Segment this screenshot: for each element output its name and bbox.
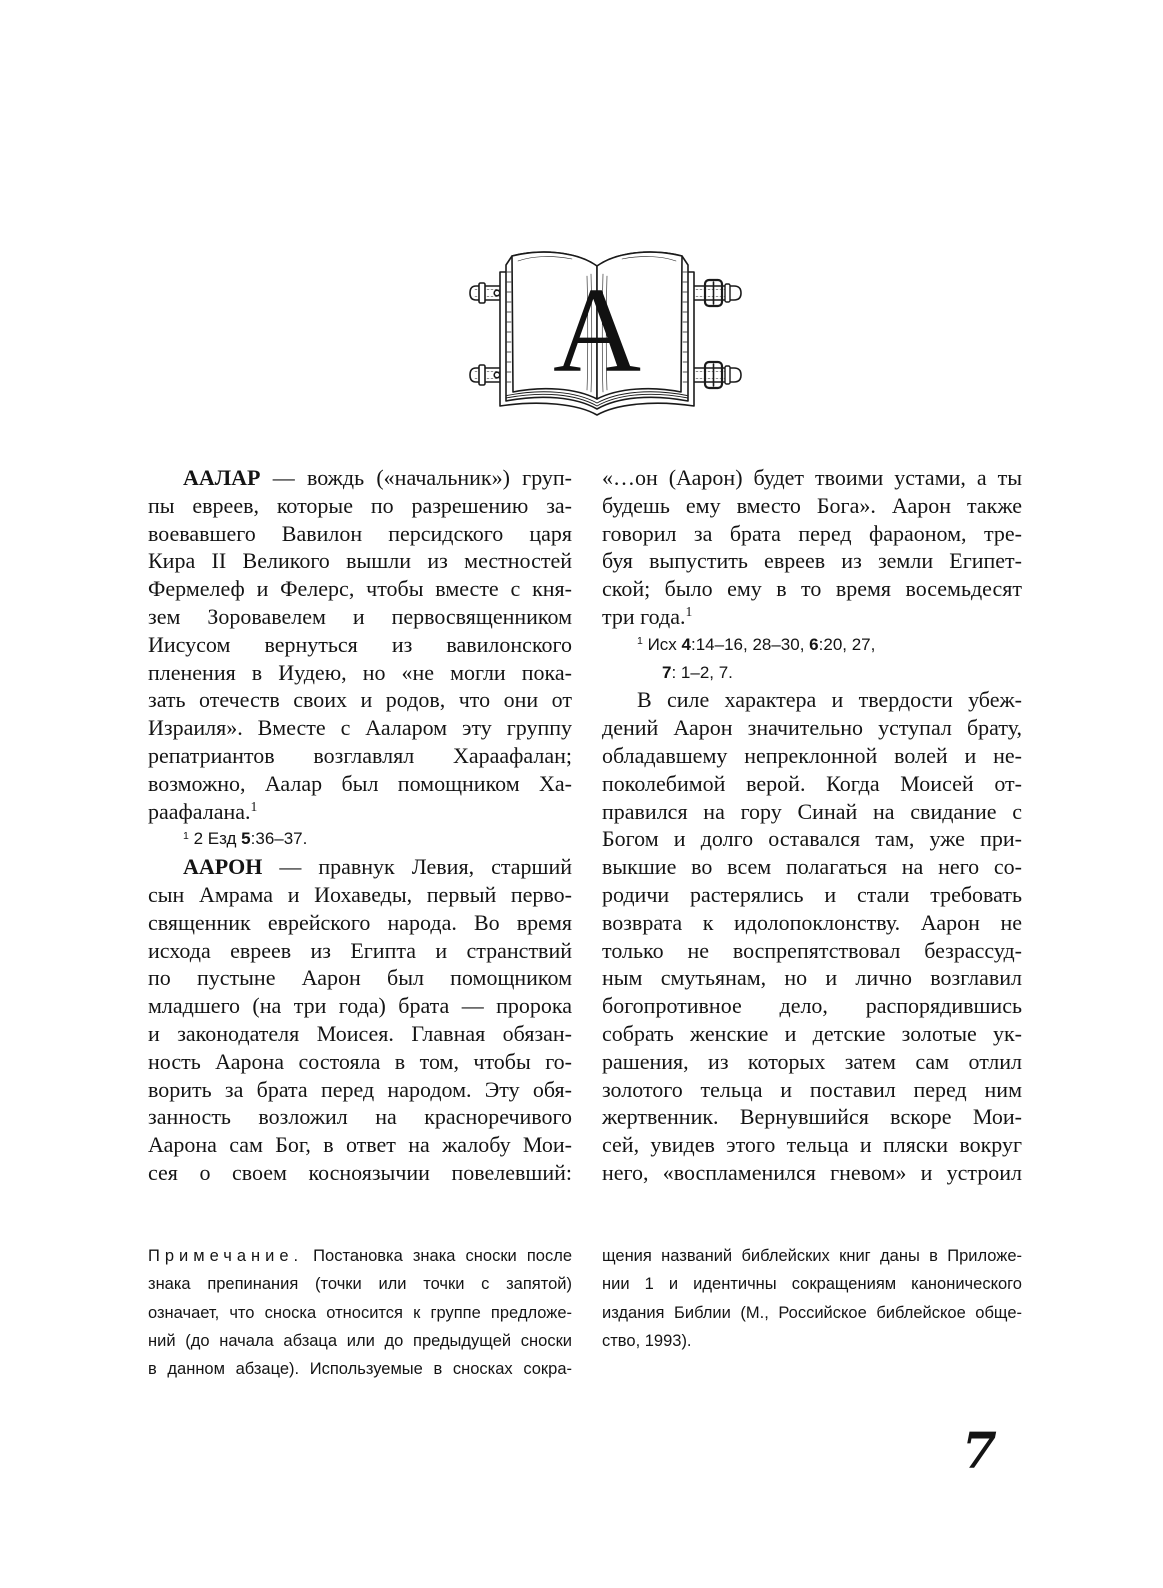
text-line [602,1048,1022,1076]
left-text-column [148,464,572,1187]
text-run: обладавшему непреклонной волей и не- [602,742,1022,768]
text-run: издания Библии (М., Российское библейское обще- [602,1303,1022,1322]
text-line [148,1020,572,1048]
text-run: пленения в Иудею, но «не могли пока- [148,659,572,685]
text-run: «…он (Аарон) будет твоими устами, а ты [602,465,1022,490]
text-line [602,686,1022,714]
text-run: дений Аарон значительно уступал брату, [602,715,1022,741]
text-run: — вождь («начальник») груп- [260,465,572,490]
text-line [148,1076,572,1104]
note-right-column [602,1242,1022,1355]
text-line [602,1103,1022,1131]
text-run: священник еврейского народа. Во время [148,909,572,935]
text-run: Аарона сам Бог, в ответ на жалобу Мои- [148,1132,572,1158]
text-line [602,464,1022,492]
text-run: :36–37. [250,829,308,849]
text-line [602,1076,1022,1104]
text-line [602,1020,1022,1048]
text-run: сей, увидев этого тельца и пляски вокруг [602,1132,1022,1158]
text-line [602,575,1022,603]
text-run: родичи растерялись и стали требовать [602,881,1022,907]
text-line [602,520,1022,548]
chapter-number: 4 [681,634,691,654]
text-line [148,853,572,881]
text-run: младшего (на три года) брата — пророка [148,993,572,1019]
text-run: Иисусом вернуться из вавилонского [148,631,572,657]
text-run: поколебимой верой. Когда Моисей от- [602,770,1022,796]
text-line [148,1355,572,1383]
text-line [602,798,1022,826]
text-run: означает, что сноска относится к группе предложе- [148,1303,572,1322]
text-run: только не воспрепятствовал безрассуд- [602,937,1022,963]
text-run: выкшие во всем полагаться на него со- [602,854,1022,880]
text-line [602,1159,1022,1187]
text-line [148,686,572,714]
text-line [148,1242,572,1270]
text-line [148,520,572,548]
text-line [148,742,572,770]
headword: ААРОН [183,854,263,880]
text-run: в данном абзаце). Используемые в сносках сокра- [148,1360,572,1379]
page-number: 7 [962,1421,997,1480]
text-run: богопротивное дело, распорядившись [602,993,1022,1019]
footnote-marker: 1 [250,799,258,815]
text-line [602,937,1022,965]
text-line [148,464,572,492]
text-line [602,853,1022,881]
text-run: буя выпустить евреев из земли Египет- [602,548,1022,574]
text-run: ство, 1993). [602,1331,692,1350]
headword: ААЛАР [183,465,261,490]
text-run: зем Зоровавелем и первосвященником [148,603,572,629]
book-illustration [460,238,750,418]
text-run: сын Амрама и Иохаведы, первый перво- [148,881,572,907]
note-label: Примечание. [148,1247,304,1265]
text-run: сея о своем косноязычии повелевший: [148,1159,572,1185]
text-line [602,1131,1022,1159]
text-line [148,1299,572,1327]
footnote-line [602,631,1022,659]
text-line [148,964,572,992]
footnote-marker: 1 [637,634,643,647]
chapter-number: 5 [241,829,251,849]
text-run: жертвенник. Вернувшийся вскоре Мои- [602,1104,1022,1130]
text-line [148,659,572,687]
text-line [148,909,572,937]
text-run: него, «воспламенился гневом» и устроил [602,1159,1022,1185]
text-line [602,1299,1022,1327]
text-line [602,742,1022,770]
text-run: ворить за брата перед народом. Эту обя- [148,1076,572,1102]
text-line [148,1048,572,1076]
chapter-letter: А [552,263,642,398]
text-run: будешь ему вместо Бога». Аарон также [602,492,1022,518]
text-line [602,825,1022,853]
text-line [148,1103,572,1131]
text-run: Фермелеф и Фелерс, чтобы вместе с кня- [148,576,572,602]
text-line [148,1159,572,1187]
text-line [148,714,572,742]
text-run: и законодателя Моисея. Главная обязан- [148,1020,572,1046]
text-line [148,1327,572,1355]
text-line [148,1270,572,1298]
text-run: Кира II Великого вышли из местностей [148,548,572,574]
text-run: исхода евреев из Египта и странствий [148,937,572,963]
text-line [148,603,572,631]
text-run: — правнук Левия, старший [262,854,572,880]
text-line [148,547,572,575]
text-line [148,770,572,798]
text-run: золотого тельца и поставил перед ним [602,1076,1022,1102]
text-run: В силе характера и твердости убеж- [637,687,1022,713]
text-line [602,492,1022,520]
text-run: ний (до начала абзаца или до предыдущей сноски [148,1331,572,1350]
text-line [602,909,1022,937]
chapter-number: 7 [662,662,672,682]
footnote-marker: 1 [183,829,189,842]
text-run: зать отечеств своих и родов, что они от [148,687,572,713]
text-line [148,881,572,909]
text-run: 2 Езд [188,829,242,849]
footnote-marker: 1 [685,604,693,620]
text-line [602,770,1022,798]
text-run: три года. [602,603,686,629]
text-line [148,798,572,826]
footnote-line [602,659,1022,687]
text-run: правился на гору Синай на свидание с [602,798,1022,824]
text-run: репатриантов возглавлял Хараафалан; [148,742,572,768]
text-line [602,714,1022,742]
text-run: по пустыне Аарон был помощником [148,965,572,991]
footnote-line [148,825,572,853]
text-line [148,937,572,965]
text-line [602,1242,1022,1270]
text-run: возврата к идолопоклонству. Аарон не [602,909,1022,935]
text-run: ской; было ему в то время восемьдесят [602,576,1022,602]
text-line [148,992,572,1020]
text-line [602,992,1022,1020]
text-run: возможно, Аалар был помощником Ха- [148,770,572,796]
text-line [602,1327,1022,1355]
text-line [602,603,1022,631]
text-run: Постановка знака сноски после [303,1247,572,1265]
text-line [148,492,572,520]
text-run: собрать женские и детские золотые ук- [602,1020,1022,1046]
chapter-number: 6 [809,634,819,654]
text-run: : 1–2, 7. [671,662,733,682]
text-line [602,881,1022,909]
text-run: пы евреев, которые по разрешению за- [148,492,572,518]
text-line [148,575,572,603]
text-run: ность Аарона состояла в том, чтобы го- [148,1048,572,1074]
text-run: воевавшего Вавилон персидского царя [148,520,572,546]
text-run: Израиля». Вместе с Ааларом эту группу [148,715,572,741]
text-line [602,964,1022,992]
text-run: ным смутьянам, но и лично возглавил [602,965,1022,991]
text-run: :20, 27, [818,634,876,654]
text-line [602,547,1022,575]
right-text-column [602,464,1022,1187]
text-line [148,1131,572,1159]
text-line [148,631,572,659]
text-run: нии 1 и идентичны сокращениям канонического [602,1275,1022,1294]
text-run: щения названий библейских книг даны в Приложе- [602,1247,1022,1265]
text-run: рашения, из которых затем сам отлил [602,1048,1022,1074]
text-run: раафалана. [148,798,251,824]
text-run: говорил за брата перед фараоном, тре- [602,520,1022,546]
text-run: занность возложил на красноречивого [148,1104,572,1130]
note-left-column [148,1242,572,1383]
text-run: знака препинания (точки или точки с запятой) [148,1275,572,1294]
text-run: Исх [642,634,682,654]
text-run: Богом и долго оставался там, уже при- [602,826,1022,852]
text-run: :14–16, 28–30, [691,634,810,654]
text-line [602,1270,1022,1298]
